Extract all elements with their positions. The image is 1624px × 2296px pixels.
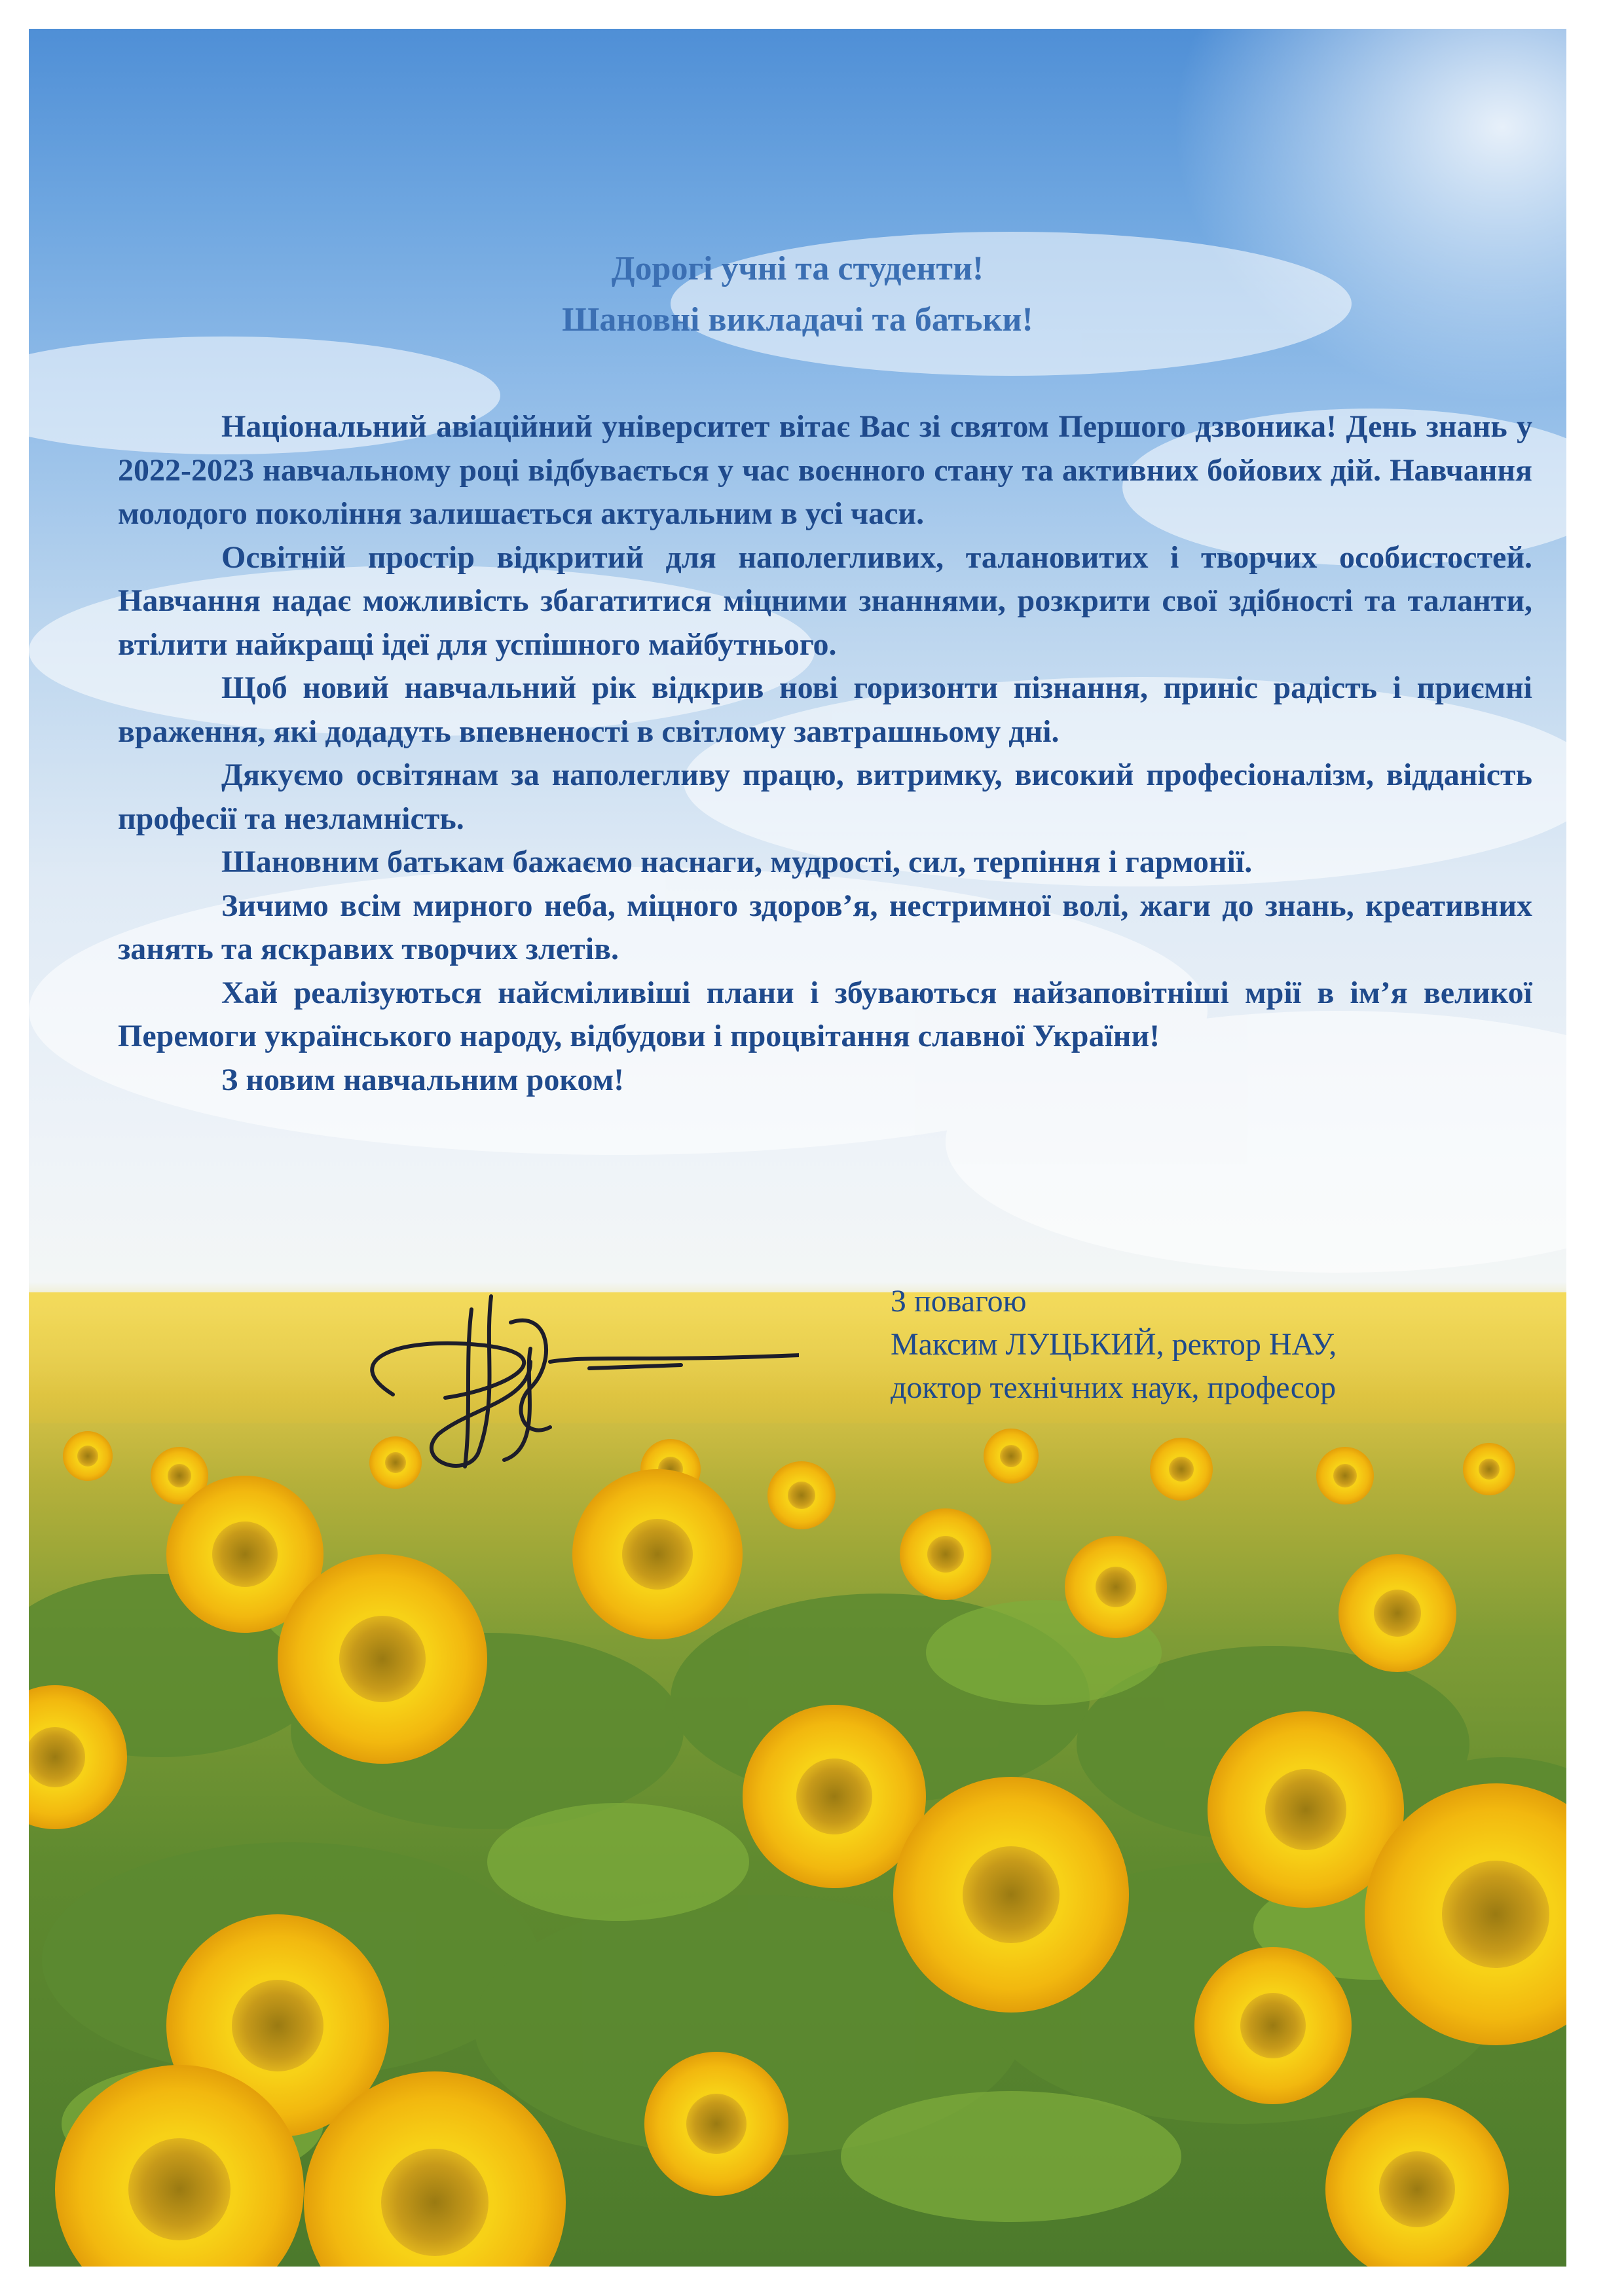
signer-academic-title: доктор технічних наук, професор [891,1370,1337,1405]
salutation-line-2: Шановні викладачі та батьки! [562,301,1033,338]
handwritten-signature [314,1283,799,1486]
paragraph-greeting: Національний авіаційний університет вітає Вас зі святом Першого дзвоника! День знань у 2022-2023 навчальному році відбувається у час воєнного стану та активних бойових дій. Навчання молодого покоління залишається актуальним в усі часи. [118,409,1532,531]
paragraph-new-year-wish: Щоб новий навчальний рік відкрив нові горизонти пізнання, приніс радість і приємні враження, які додадуть впевненості в світлому завтрашньому дні. [118,670,1532,749]
paragraph-victory-wish: Хай реалізуються найсміливіші плани і збуваються найзаповітніші мрії в ім’я великої Перемоги українського народу, відбудови і процвітання славної України! [118,975,1532,1053]
signer-name-position: Максим ЛУЦЬКИЙ, ректор НАУ, [891,1327,1337,1362]
letter-body [118,405,1532,1102]
salutation-line-1: Дорогі учні та студенти! [611,250,984,287]
paragraph-new-year-congrats: З новим навчальним роком! [221,1062,625,1097]
letter-text-block [29,29,1566,2267]
paragraph-education-space: Освітній простір відкритий для наполегливих, талановитих і творчих особистостей. Навчання надає можливість збагатитися міцними знаннями, розкрити свої здібності та таланти, втілити найкращі ідеї для успішного майбутнього. [118,539,1532,662]
paragraph-thanks-educators: Дякуємо освітянам за наполегливу працю, витримку, високий професіоналізм, відданість професії та незламність. [118,757,1532,836]
paragraph-parents-wish: Шановним батькам бажаємо наснаги, мудрості, сил, терпіння і гармонії. [221,845,1253,879]
closing: З повагою [891,1284,1027,1319]
paragraph-wishes: Зичимо всім мирного неба, міцного здоров’я, нестримної волі, жаги до знань, креативних занять та яскравих творчих злетів. [118,888,1532,966]
signature-block [891,1280,1337,1410]
